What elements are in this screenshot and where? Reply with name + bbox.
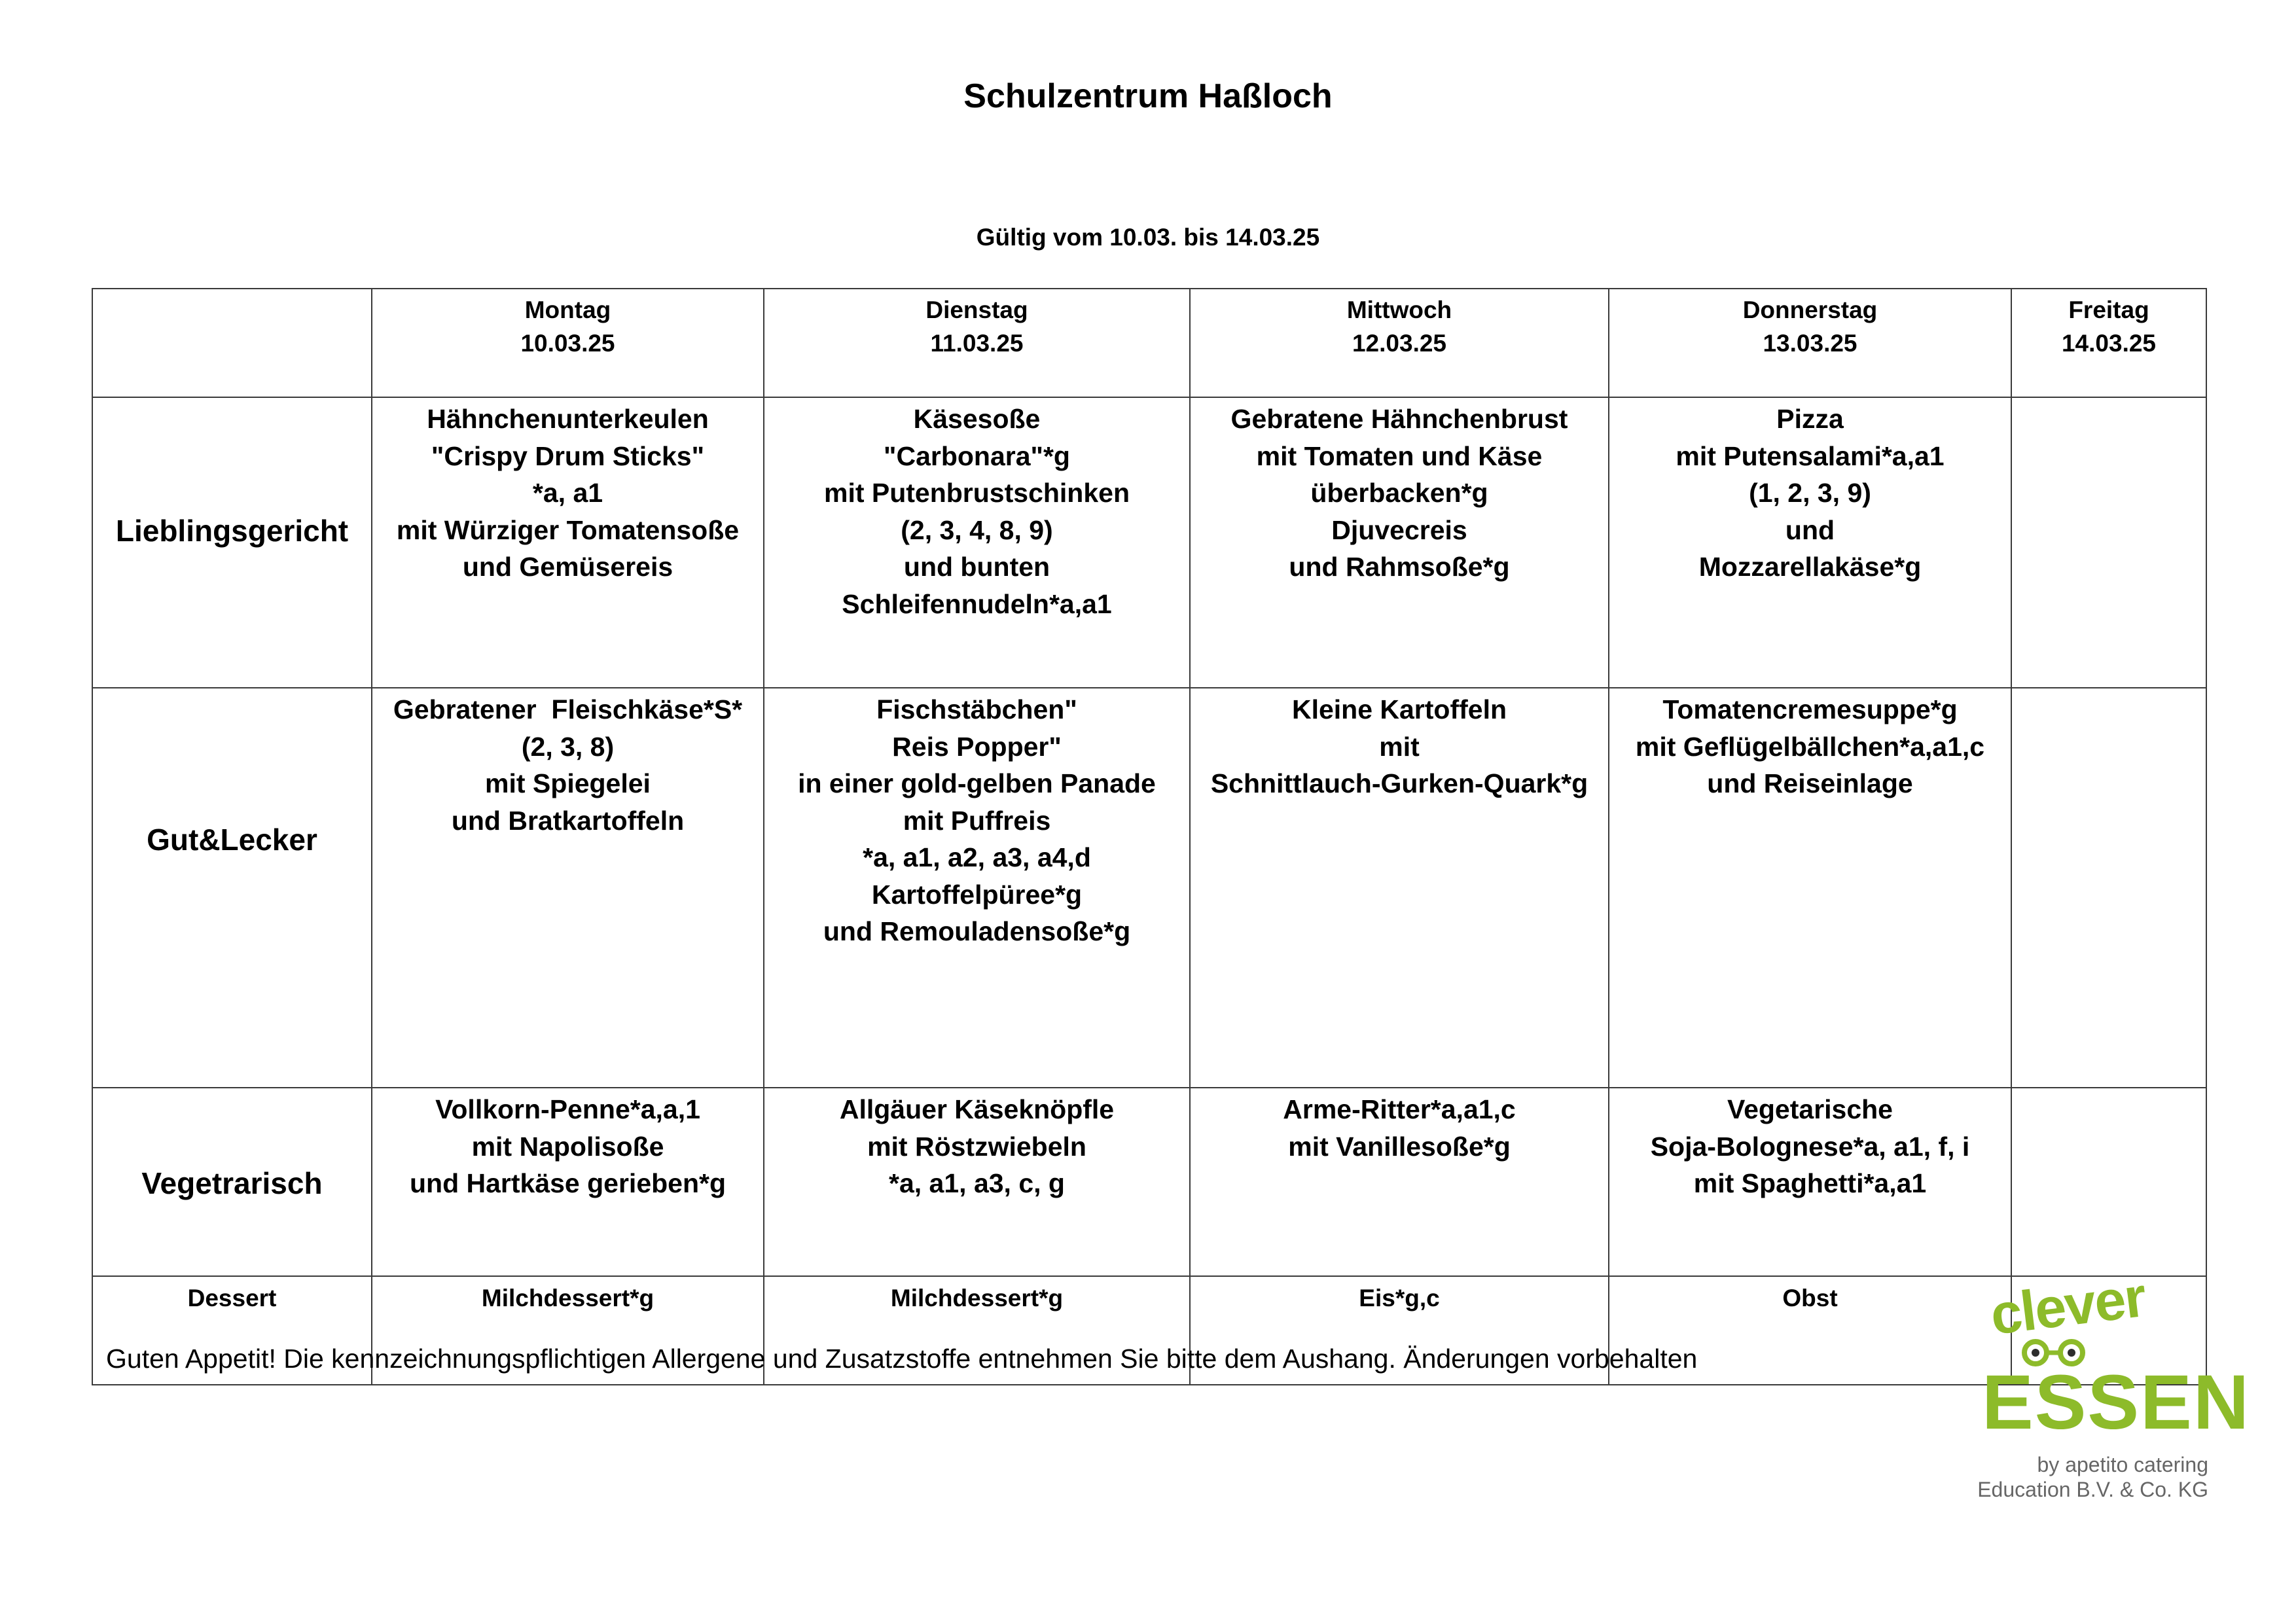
menu-table	[92, 288, 2207, 1385]
row-vegetarisch	[92, 1088, 2206, 1276]
dish-line: und Reiseinlage	[1707, 768, 1913, 798]
header-row	[92, 289, 2206, 397]
day-header-tuesday	[764, 289, 1190, 397]
dish-line: "Carbonara"*g	[884, 440, 1070, 471]
dish-line: mit Vanillesoße*g	[1288, 1131, 1511, 1162]
dish-cell	[2011, 397, 2206, 688]
dish-line: mit	[1379, 731, 1420, 762]
dish-line: (2, 3, 8)	[521, 731, 615, 762]
logo-subtitle-line2: Education B.V. & Co. KG	[1977, 1478, 2208, 1501]
dish-line: Pizza	[1776, 404, 1844, 434]
dish-line: Hähnchenunterkeulen	[427, 404, 709, 434]
category-label: Dessert	[92, 1276, 372, 1385]
dish-line: mit Röstzwiebeln	[867, 1131, 1086, 1162]
dish-line: mit Würziger Tomatensoße	[396, 514, 740, 545]
dish-line: Kartoffelpüree*g	[871, 879, 1083, 910]
dish-line: "Crispy Drum Sticks"	[431, 440, 705, 471]
dish-line: *a, a1	[532, 478, 603, 508]
dish-line: und Bratkartoffeln	[451, 805, 685, 836]
dish-cell	[764, 688, 1190, 1088]
logo-word-clever: clever	[1987, 1265, 2149, 1347]
dish-line: Obst	[1782, 1285, 1838, 1311]
dish-line: Vegetarische	[1727, 1094, 1893, 1124]
dish-line: Schleifennudeln*a,a1	[842, 588, 1112, 619]
day-name: Dienstag	[925, 296, 1028, 323]
dish-line: mit Spaghetti*a,a1	[1693, 1168, 1927, 1198]
dish-line: Gebratene Hähnchenbrust	[1230, 404, 1568, 434]
dish-line: und bunten	[903, 552, 1050, 582]
category-label: Vegetrarisch	[92, 1088, 372, 1276]
day-name: Freitag	[2068, 296, 2149, 323]
dish-line: Vollkorn-Penne*a,a,1	[435, 1094, 700, 1124]
day-header-thursday	[1609, 289, 2011, 397]
day-date: 11.03.25	[930, 330, 1024, 357]
dish-cell	[1190, 397, 1609, 688]
dish-line: und Remouladensoße*g	[823, 916, 1131, 946]
page-title: Schulzentrum Haßloch	[963, 77, 1333, 115]
category-label: Gut&Lecker	[92, 688, 372, 1088]
dish-line: Milchdessert*g	[890, 1285, 1064, 1311]
day-date: 12.03.25	[1352, 330, 1447, 357]
dish-line: Mozzarellakäse*g	[1698, 552, 1922, 582]
dish-cell	[372, 1088, 764, 1276]
dish-cell	[1190, 688, 1609, 1088]
dish-cell	[1609, 1088, 2011, 1276]
day-name: Mittwoch	[1346, 296, 1452, 323]
dish-line: Soja-Bolognese*a, a1, f, i	[1650, 1131, 1970, 1162]
dish-line: Gebratener Fleischkäse*S*	[393, 694, 743, 724]
dish-line: Kleine Kartoffeln	[1291, 694, 1507, 724]
dish-line: in einer gold-gelben Panade	[798, 768, 1156, 798]
dish-line: mit Spiegelei	[485, 768, 651, 798]
row-lieblingsgericht	[92, 397, 2206, 688]
dish-line: Allgäuer Käseknöpfle	[839, 1094, 1115, 1124]
category-label: Lieblingsgericht	[92, 397, 372, 688]
dish-line: mit Geflügelbällchen*a,a1,c	[1635, 731, 1985, 762]
dish-line: Milchdessert*g	[481, 1285, 655, 1311]
dish-line: Reis Popper"	[892, 731, 1062, 762]
day-header-friday	[2011, 289, 2206, 397]
dish-line: und Gemüsereis	[462, 552, 673, 582]
dish-line: *a, a1, a3, c, g	[889, 1168, 1065, 1198]
dish-cell	[764, 397, 1190, 688]
day-date: 14.03.25	[2061, 330, 2157, 357]
footer-note: Guten Appetit! Die kennzeichnungspflichtigen Allergene und Zusatzstoffe entnehmen Sie bitte dem Aushang. Änderungen vorbehalten	[106, 1344, 1698, 1374]
dish-cell	[372, 397, 764, 688]
dish-cell	[1609, 397, 2011, 688]
validity-period: Gültig vom 10.03. bis 14.03.25	[976, 224, 1320, 251]
dish-line: mit Napolisoße	[471, 1131, 664, 1162]
dish-line: Fischstäbchen"	[876, 694, 1077, 724]
dish-line: mit Puffreis	[903, 805, 1051, 836]
dish-line: und	[1785, 514, 1835, 545]
dish-line: mit Putenbrustschinken	[823, 478, 1130, 508]
dish-line: (2, 3, 4, 8, 9)	[901, 514, 1053, 545]
dish-line: und Rahmsoße*g	[1289, 552, 1510, 582]
dish-cell	[372, 688, 764, 1088]
day-date: 13.03.25	[1763, 330, 1857, 357]
row-gut-lecker	[92, 688, 2206, 1088]
logo-word-essen: ESSEN	[1982, 1359, 2251, 1446]
corner-cell	[92, 289, 372, 397]
day-date: 10.03.25	[520, 330, 615, 357]
dish-cell	[1190, 1088, 1609, 1276]
day-header-monday	[372, 289, 764, 397]
dish-line: überbacken*g	[1310, 478, 1488, 508]
logo-subtitle-line1: by apetito catering	[2037, 1453, 2208, 1476]
dish-cell	[764, 1088, 1190, 1276]
dish-line: Eis*g,c	[1359, 1285, 1440, 1311]
dish-line: mit Tomaten und Käse	[1256, 440, 1543, 471]
dish-cell	[2011, 688, 2206, 1088]
dish-line: und Hartkäse gerieben*g	[409, 1168, 726, 1198]
dish-line: Schnittlauch-Gurken-Quark*g	[1210, 768, 1588, 798]
clever-essen-logo	[1964, 1265, 2251, 1505]
day-name: Montag	[524, 296, 611, 323]
dish-line: Tomatencremesuppe*g	[1662, 694, 1958, 724]
dish-line: Arme-Ritter*a,a1,c	[1283, 1094, 1516, 1124]
dish-cell	[1609, 688, 2011, 1088]
day-name: Donnerstag	[1742, 296, 1878, 323]
dish-line: (1, 2, 3, 9)	[1749, 478, 1871, 508]
dish-line: mit Putensalami*a,a1	[1676, 440, 1945, 471]
day-header-wednesday	[1190, 289, 1609, 397]
dish-line: Käsesoße	[913, 404, 1041, 434]
dish-line: *a, a1, a2, a3, a4,d	[863, 842, 1091, 872]
dish-line: Djuvecreis	[1331, 514, 1467, 545]
dish-cell	[2011, 1088, 2206, 1276]
